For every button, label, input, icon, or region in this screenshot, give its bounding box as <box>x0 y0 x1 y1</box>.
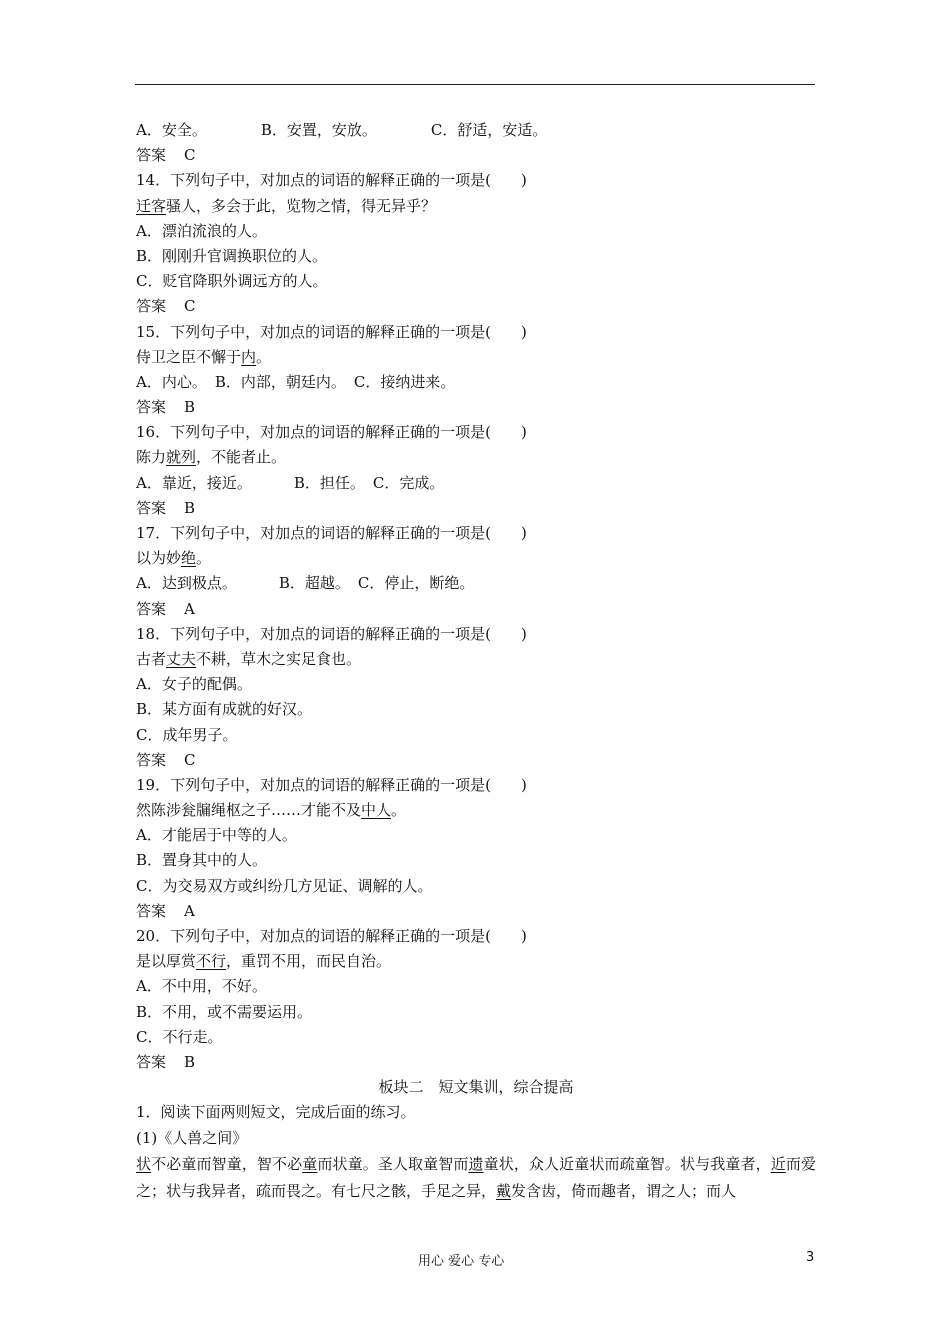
option-b: B．安置，安放。 <box>260 121 377 139</box>
q15-stem: 15．下列句子中，对加点的词语的解释正确的一项是( ) <box>136 322 527 341</box>
q20-sentence: 是以厚赏不行，重罚不用，而民自治。 <box>136 952 392 971</box>
q20-answer: 答案 B <box>136 1052 196 1071</box>
marked-word: 不行 <box>196 952 227 971</box>
option-b: B．某方面有成就的好汉。 <box>136 700 313 719</box>
option-a: A．安全。 <box>136 121 207 139</box>
option-a: A．女子的配偶。 <box>136 675 252 694</box>
option-b: B．不用，或不需要运用。 <box>136 1002 313 1021</box>
q14-sentence: 迁客骚人，多会于此，览物之情，得无异乎？ <box>136 196 437 215</box>
q18-stem: 18．下列句子中，对加点的词语的解释正确的一项是( ) <box>136 624 527 643</box>
option-c: C．为交易双方或纠纷几方见证、调解的人。 <box>136 876 433 895</box>
q13-answer: 答案 C <box>136 146 196 165</box>
section-title: 板块二 短文集训，综合提高 <box>378 1078 574 1097</box>
q19-sentence: 然陈涉瓮牖绳枢之子……才能不及中人。 <box>136 801 407 820</box>
q15-sentence: 侍卫之臣不懈于内。 <box>136 347 272 366</box>
marked-word: 内 <box>241 347 257 366</box>
page-number: 3 <box>806 1250 815 1265</box>
marked-word: 童 <box>302 1154 318 1173</box>
marked-word: 戴 <box>496 1181 512 1200</box>
q17-stem: 17．下列句子中，对加点的词语的解释正确的一项是( ) <box>136 524 527 542</box>
q15-options: A．内心。 B．内部，朝廷内。 C．接纳进来。 <box>136 372 456 391</box>
q16-sentence: 陈力就列，不能者止。 <box>136 448 287 467</box>
option-a: A．才能居于中等的人。 <box>136 826 297 845</box>
q14-stem: 14．下列句子中，对加点的词语的解释正确的一项是( ) <box>136 171 527 190</box>
reading-paragraph: 状不必童而智童，智不必童而状童。圣人取童智而遗童状，众人近童状而疏童智。状与我童者，近而爱之；状与我异者，疏而畏之。有七尺之骸，手足之异，戴发含齿，倚而趣者，谓之人；而人 <box>136 1154 816 1200</box>
q18-answer: 答案 C <box>136 750 196 769</box>
option-a: A．不中用，不好。 <box>136 977 267 996</box>
marked-word: 中人 <box>361 801 392 820</box>
marked-word: 状 <box>136 1154 152 1173</box>
document-body <box>136 118 816 1205</box>
q16-stem: 16．下列句子中，对加点的词语的解释正确的一项是( ) <box>136 423 527 442</box>
option-c: C．舒适，安适。 <box>430 121 548 139</box>
q13-options <box>136 118 816 143</box>
marked-word: 绝 <box>181 549 197 568</box>
reading-instruction: 1．阅读下面两则短文，完成后面的练习。 <box>136 1103 416 1122</box>
q17-sentence: 以为妙绝。 <box>136 549 212 568</box>
q17-answer: 答案 A <box>136 599 195 618</box>
marked-word: 就列 <box>166 448 197 467</box>
q19-stem: 19．下列句子中，对加点的词语的解释正确的一项是( ) <box>136 775 527 794</box>
option-c: C．成年男子。 <box>136 725 238 744</box>
option-c: C．贬官降职外调远方的人。 <box>136 272 328 291</box>
q15-answer: 答案 B <box>136 398 196 417</box>
q14-answer: 答案 C <box>136 297 196 316</box>
option-b: B．置身其中的人。 <box>136 851 268 870</box>
option-b: B．刚刚升官调换职位的人。 <box>136 246 328 265</box>
q19-answer: 答案 A <box>136 901 195 920</box>
marked-word: 遗 <box>468 1154 484 1173</box>
reading-title: (1)《人兽之间》 <box>136 1128 248 1147</box>
marked-word: 迁客 <box>136 196 167 215</box>
header-rule <box>135 84 815 85</box>
q16-options: A．靠近，接近。 B．担任。 C．完成。 <box>136 473 445 492</box>
marked-word: 丈夫 <box>166 649 197 668</box>
q16-answer: 答案 B <box>136 498 196 517</box>
option-a: A．漂泊流浪的人。 <box>136 221 267 240</box>
q18-sentence: 古者丈夫不耕，草木之实足食也。 <box>136 649 362 668</box>
q17-options: A．达到极点。 B．超越。 C．停止，断绝。 <box>136 574 475 593</box>
footer-text: 用心 爱心 专心 <box>418 1254 505 1269</box>
marked-word: 近 <box>770 1154 786 1173</box>
option-c: C．不行走。 <box>136 1027 223 1046</box>
q20-stem: 20．下列句子中，对加点的词语的解释正确的一项是( ) <box>136 927 527 945</box>
